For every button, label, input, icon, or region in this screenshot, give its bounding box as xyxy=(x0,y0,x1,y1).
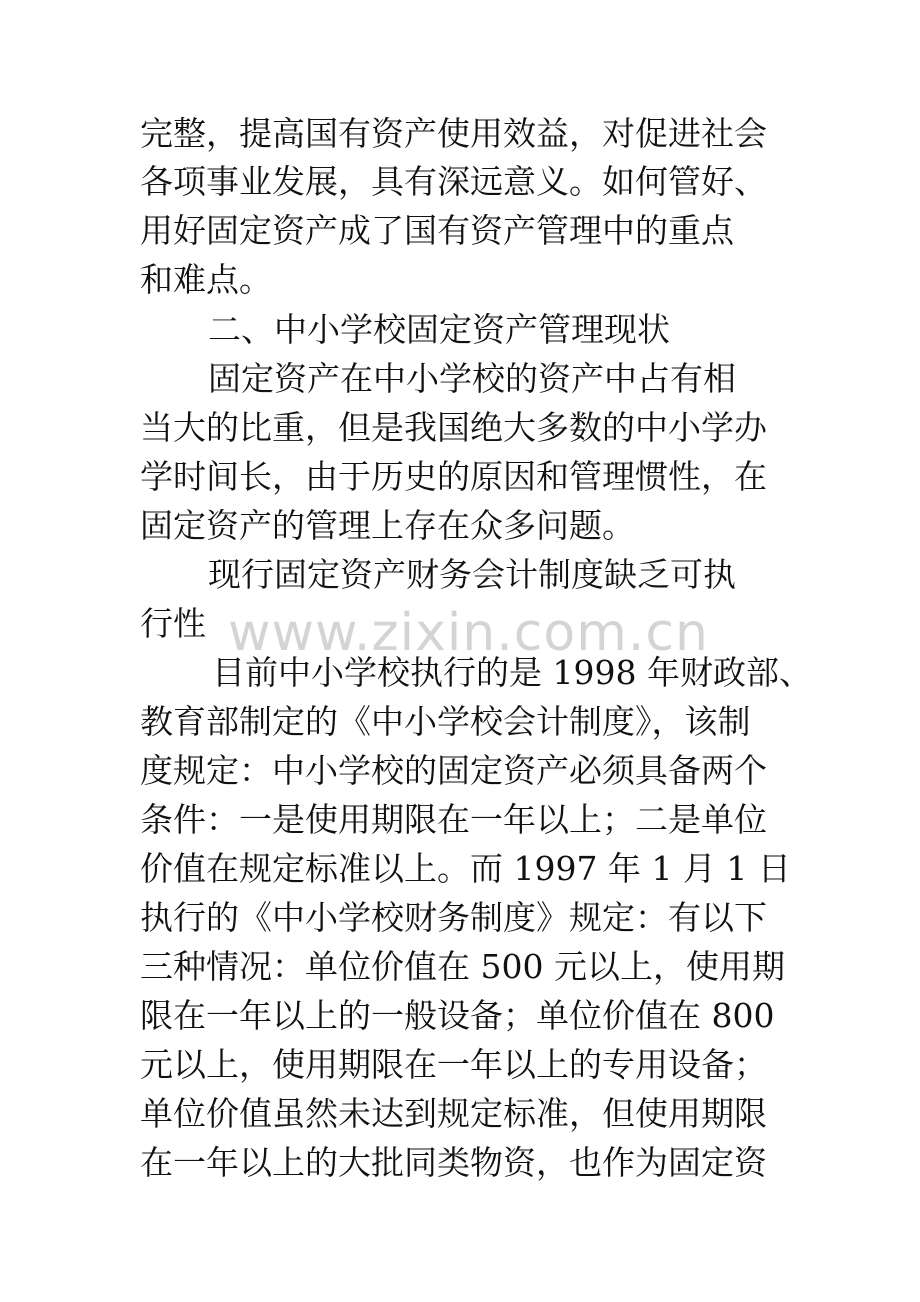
section-heading: 二、中小学校固定资产管理现状 xyxy=(208,310,670,349)
subheading: 现行固定资产财务会计制度缺乏可执 xyxy=(208,555,736,594)
text-line: 教育部制定的《中小学校会计制度》，该制 xyxy=(140,702,751,741)
text-line: 用好固定资产成了国有资产管理中的重点 xyxy=(140,211,734,250)
text-line: 限在一年以上的一般设备；单位价值在 800 xyxy=(140,996,775,1035)
text-line: 执行的《中小学校财务制度》规定：有以下 xyxy=(140,898,767,937)
text-line: 在一年以上的大批同类物资，也作为固定资 xyxy=(140,1143,767,1182)
text-line: 固定资产在中小学校的资产中占有相 xyxy=(208,359,736,398)
text-line: 价值在规定标准以上。而 1997 年 1 月 1 日 xyxy=(140,849,791,888)
text-line: 元以上，使用期限在一年以上的专用设备； xyxy=(140,1045,767,1084)
watermark: www.zixin.com.cn xyxy=(228,603,709,663)
text-line: 当大的比重，但是我国绝大多数的中小学办 xyxy=(140,408,767,447)
text-line: 度规定：中小学校的固定资产必须具备两个 xyxy=(140,751,767,790)
text-line: 各项事业发展，具有深远意义。如何管好、 xyxy=(140,162,767,201)
subheading: 行性 xyxy=(140,604,206,643)
text-line: 和难点。 xyxy=(140,260,272,299)
text-line: 学时间长，由于历史的原因和管理惯性，在 xyxy=(140,457,767,496)
text-line: 三种情况：单位价值在 500 元以上，使用期 xyxy=(140,947,785,986)
text-line: 目前中小学校执行的是 1998 年财政部、 xyxy=(212,653,812,692)
text-line: 完整，提高国有资产使用效益，对促进社会 xyxy=(140,114,767,153)
text-line: 单位价值虽然未达到规定标准，但使用期限 xyxy=(140,1094,767,1133)
text-line: 固定资产的管理上存在众多问题。 xyxy=(140,506,635,545)
text-line: 条件：一是使用期限在一年以上；二是单位 xyxy=(140,800,767,839)
